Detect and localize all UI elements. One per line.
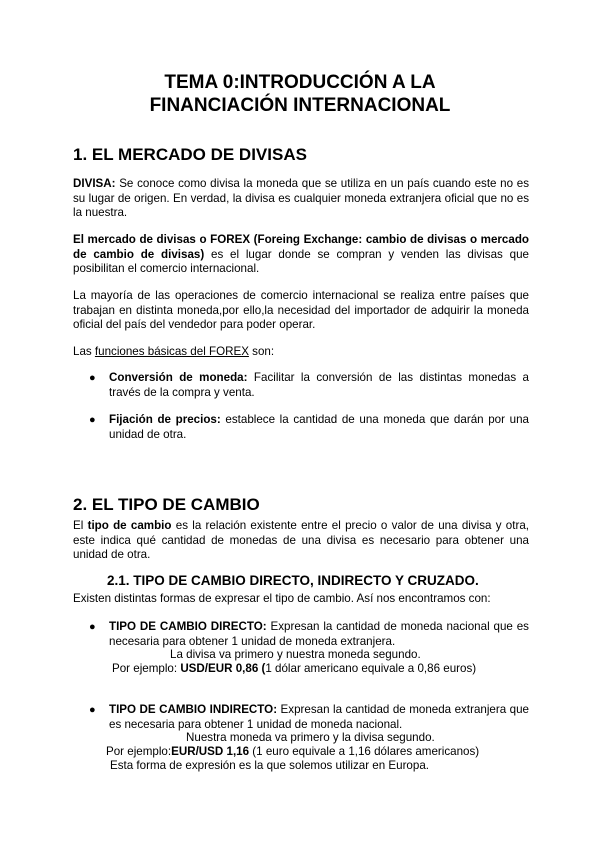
bullet-indirecto — [109, 703, 529, 732]
indirecto-note: Nuestra moneda va primero y la divisa segundo. — [186, 731, 435, 744]
term-indirecto: TIPO DE CAMBIO INDIRECTO: — [109, 703, 278, 716]
indirecto-example-text: (1 euro equivale a 1,16 dólares americanos) — [249, 745, 480, 758]
bullet-directo — [109, 620, 529, 649]
bullet-dot-icon: ● — [89, 414, 96, 426]
directo-note: La divisa va primero y nuestra moneda segundo. — [170, 648, 421, 661]
bullet-indirecto-text: Expresan la cantidad de moneda extranjera que es necesaria para obtener 1 unidad de moneda nacional. — [109, 703, 529, 731]
section-2-heading: 2. EL TIPO DE CAMBIO — [73, 495, 260, 514]
bullet-dot-icon: ● — [89, 704, 96, 716]
subsection-intro: Existen distintas formas de expresar el tipo de cambio. Así nos encontramos con: — [73, 592, 491, 605]
subsection-heading: 2.1. TIPO DE CAMBIO DIRECTO, INDIRECTO Y CRUZADO. — [107, 573, 479, 588]
bullet-conversion — [109, 371, 529, 400]
indirecto-example-value: EUR/USD 1,16 — [171, 745, 250, 758]
paragraph-tipo-cambio-text: es la relación existente entre el precio o valor de una divisa y otra, este indica qué cantidad de monedas de una divisa es necesario para obtener una unidad de otra. — [73, 519, 529, 561]
directo-example-value: USD/EUR 0,86 ( — [180, 662, 266, 675]
term-divisa: DIVISA: — [73, 177, 116, 190]
tipo-cambio-prefix: El — [73, 519, 88, 532]
funciones-prefix: Las — [73, 345, 95, 358]
paragraph-tipo-cambio — [73, 519, 529, 563]
section-1-heading: 1. EL MERCADO DE DIVISAS — [73, 145, 307, 164]
paragraph-divisa-text: Se conoce como divisa la moneda que se utiliza en un país cuando este no es su lugar de origen. En verdad, la divisa es cualquier moneda extranjera oficial que no es la nuestra. — [73, 177, 529, 219]
directo-example — [112, 662, 476, 677]
bullet-dot-icon: ● — [89, 621, 96, 633]
bullet-fijacion-text: establece la cantidad de una moneda que darán por una unidad de otra. — [109, 413, 529, 441]
directo-example-label: Por ejemplo: — [112, 662, 181, 675]
funciones-link[interactable]: funciones básicas del FOREX — [94, 345, 249, 358]
indirecto-extra: Esta forma de expresión es la que solemos utilizar en Europa. — [110, 759, 429, 772]
page-title-line-1: TEMA 0:INTRODUCCIÓN A LA — [164, 72, 436, 93]
directo-example-text: 1 dólar americano equivale a 0,86 euros) — [265, 662, 477, 675]
paragraph-comercio: La mayoría de las operaciones de comercio internacional se realiza entre países que trabajan en distinta moneda,por ello,la necesidad del importador de adquirir la moneda oficial del país del vendedor para poder operar. — [73, 289, 529, 331]
paragraph-funciones — [73, 345, 529, 360]
paragraph-divisa — [73, 177, 529, 221]
term-directo: TIPO DE CAMBIO DIRECTO: — [109, 620, 267, 633]
bullet-dot-icon: ● — [89, 372, 96, 384]
indirecto-example-label: Por ejemplo: — [106, 745, 172, 758]
paragraph-forex — [73, 233, 529, 277]
bullet-fijacion — [109, 413, 529, 442]
bullet-conversion-text: Facilitar la conversión de las distintas monedas a través de la compra y venta. — [109, 371, 529, 399]
term-fijacion: Fijación de precios: — [109, 413, 221, 426]
paragraph-forex-text: es el lugar donde se compran y venden las divisas que posibilitan el comercio internacional. — [73, 247, 529, 275]
term-conversion: Conversión de moneda: — [109, 371, 248, 384]
term-tipo-cambio: tipo de cambio — [87, 519, 172, 532]
term-forex: El mercado de divisas o FOREX (Foreing Exchange: cambio de divisas o mercado de cambio de divisas) — [73, 233, 529, 261]
indirecto-example — [106, 745, 479, 760]
funciones-suffix: son: — [248, 345, 275, 358]
page-title-line-2: FINANCIACIÓN INTERNACIONAL — [149, 95, 451, 116]
page-title — [0, 71, 600, 117]
bullet-directo-text: Expresan la cantidad de moneda nacional que es necesaria para obtener 1 unidad de moneda extranjera. — [109, 620, 529, 648]
